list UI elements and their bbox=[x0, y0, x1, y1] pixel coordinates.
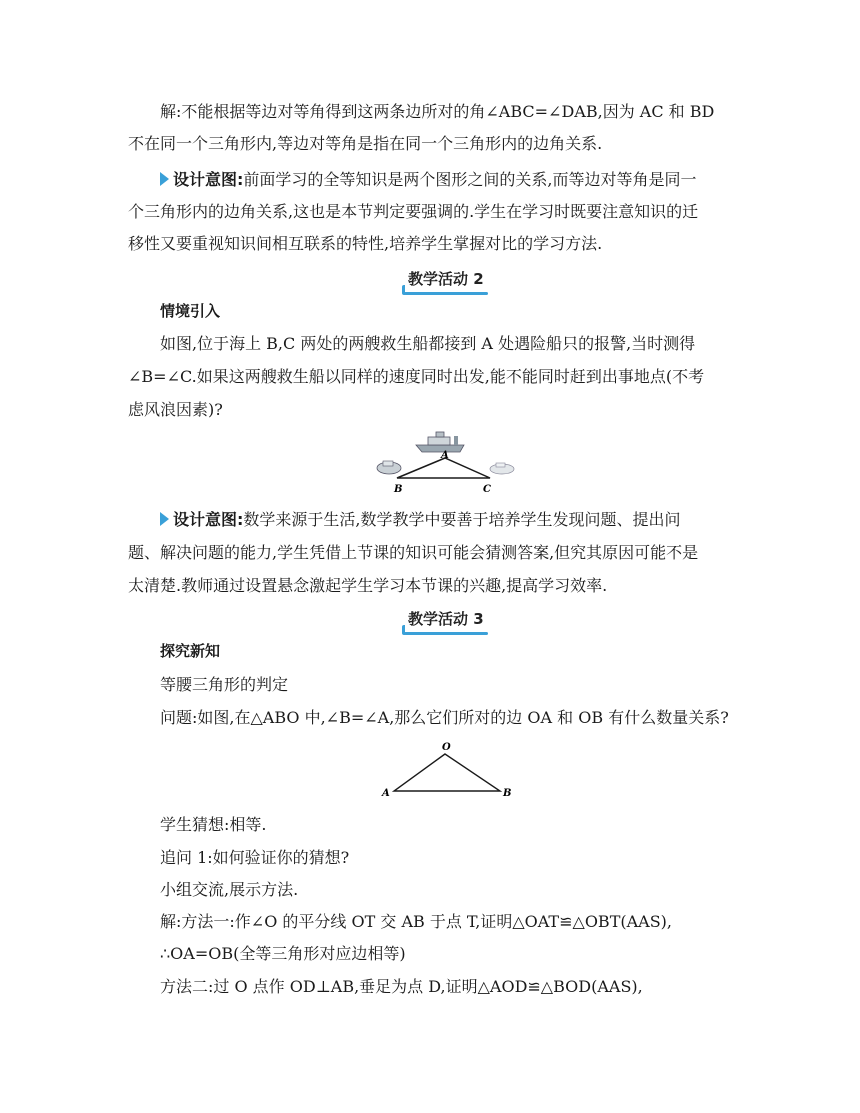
label-o: O bbox=[442, 742, 451, 753]
ship-c-icon bbox=[490, 463, 514, 474]
section3-title: 探究新知 bbox=[160, 642, 221, 660]
therefore: ∴OA=OB(全等三角形对应边相等) bbox=[160, 944, 406, 963]
ship-b-icon bbox=[377, 461, 401, 474]
triangle-abc bbox=[397, 458, 490, 478]
label-b: B bbox=[503, 788, 512, 799]
method2: 方法二:过 O 点作 OD⊥AB,垂足为点 D,证明△AOD≌△BOD(AAS), bbox=[160, 977, 643, 996]
label-a: A bbox=[382, 788, 390, 799]
triangle-abo-figure bbox=[372, 738, 522, 802]
followup: 追问 1:如何验证你的猜想? bbox=[160, 848, 350, 867]
group-exchange: 小组交流,展示方法. bbox=[160, 880, 299, 899]
scenario-line1: 如图,位于海上 B,C 两处的两艘救生船都接到 A 处遇险船只的报警,当时测得 bbox=[160, 334, 696, 353]
section2-title: 情境引入 bbox=[160, 302, 221, 320]
activity-2-heading bbox=[408, 268, 484, 289]
design2-text1: 数学来源于生活,数学教学中要善于培养学生发现问题、提出问 bbox=[243, 510, 681, 529]
design1-line2: 个三角形内的边角关系,这也是本节判定要强调的.学生在学习时既要注意知识的迁 bbox=[128, 202, 699, 221]
activity-tick bbox=[402, 625, 409, 635]
ship-a-icon bbox=[416, 432, 464, 452]
question: 问题:如图,在△ABO 中,∠B=∠A,那么它们所对的边 OA 和 OB 有什么数量关系? bbox=[160, 708, 729, 727]
design1-text1: 前面学习的全等知识是两个图形之间的关系,而等边对等角是同一 bbox=[243, 170, 697, 189]
label-b: B bbox=[394, 484, 403, 495]
scenario-line3: 虑风浪因素)? bbox=[128, 400, 223, 419]
activity-2-label: 教学活动 2 bbox=[408, 270, 484, 288]
design2-line3: 太清楚.教师通过设置悬念激起学生学习本节课的兴趣,提高学习效率. bbox=[128, 576, 608, 595]
scenario-line2: ∠B=∠C.如果这两艘救生船以同样的速度同时出发,能不能同时赶到出事地点(不考 bbox=[128, 367, 705, 386]
method1: 解:方法一:作∠O 的平分线 OT 交 AB 于点 T,证明△OAT≌△OBT(AAS), bbox=[160, 912, 673, 931]
design2-line2: 题、解决问题的能力,学生凭借上节课的知识可能会猜测答案,但究其原因可能不是 bbox=[128, 543, 699, 562]
activity-underline bbox=[404, 292, 488, 295]
design1-line1 bbox=[160, 170, 697, 190]
design2-line1 bbox=[160, 510, 681, 530]
label-a: A bbox=[441, 450, 449, 461]
activity-3-heading bbox=[408, 608, 484, 629]
guess: 学生猜想:相等. bbox=[160, 815, 267, 834]
subtitle: 等腰三角形的判定 bbox=[160, 675, 289, 694]
para1-line2: 不在同一个三角形内,等边对等角是指在同一个三角形内的边角关系. bbox=[128, 134, 603, 153]
activity-tick bbox=[402, 285, 409, 295]
label-c: C bbox=[483, 484, 491, 495]
activity-3-label: 教学活动 3 bbox=[408, 610, 484, 628]
triangle-abo bbox=[394, 754, 500, 791]
activity-underline bbox=[404, 632, 488, 635]
design-label: 设计意图: bbox=[173, 170, 244, 189]
design-label: 设计意图: bbox=[173, 510, 244, 529]
para1-line1: 解:不能根据等边对等角得到这两条边所对的角∠ABC=∠DAB,因为 AC 和 BD bbox=[160, 102, 715, 121]
triangle-marker-icon bbox=[160, 172, 169, 186]
rescue-ships-figure bbox=[372, 428, 522, 498]
design1-line3: 移性又要重视知识间相互联系的特性,培养学生掌握对比的学习方法. bbox=[128, 234, 603, 253]
triangle-marker-icon bbox=[160, 512, 169, 526]
